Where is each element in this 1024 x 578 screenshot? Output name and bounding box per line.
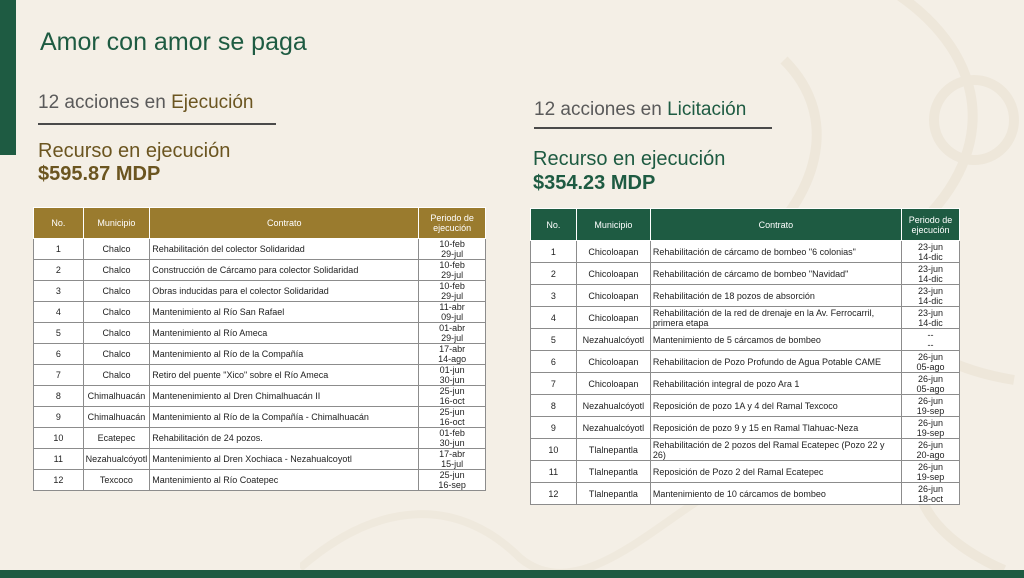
row-contrato: Construcción de Cárcamo para colector Solidaridad: [150, 260, 419, 281]
table-row: [531, 461, 960, 483]
table-row: [531, 417, 960, 439]
table-row: [34, 428, 486, 449]
left-resource-label: Recurso en ejecución: [38, 140, 231, 162]
right-count-word: Licitación: [667, 99, 747, 120]
row-number: 12: [531, 483, 577, 505]
row-number: 3: [531, 285, 577, 307]
table-row: [34, 260, 486, 281]
row-periodo: [419, 302, 486, 323]
row-number: 12: [34, 470, 84, 491]
period-end: 05-ago: [916, 361, 945, 372]
row-periodo: [419, 428, 486, 449]
right-section-heading: [534, 99, 746, 121]
col-header-no: No.: [531, 209, 577, 241]
row-periodo: [419, 281, 486, 302]
row-contrato: Mantenimiento al Río Coatepec: [150, 470, 419, 491]
period-end: 14-dic: [918, 251, 943, 262]
row-contrato: Retiro del puente "Xico" sobre el Río Ameca: [150, 365, 419, 386]
row-periodo: [902, 285, 960, 307]
row-periodo: [902, 351, 960, 373]
row-number: 9: [531, 417, 577, 439]
row-number: 2: [531, 263, 577, 285]
row-number: 5: [34, 323, 84, 344]
row-contrato: Reposición de pozo 1A y 4 del Ramal Texcoco: [650, 395, 901, 417]
left-heading-rule: [38, 123, 276, 125]
row-municipio: Tlalnepantla: [576, 439, 650, 461]
period-start: 25-jun: [439, 407, 465, 417]
row-municipio: Chalco: [83, 365, 150, 386]
row-contrato: Rehabilitación integral de pozo Ara 1: [650, 373, 901, 395]
row-municipio: Chicoloapan: [576, 241, 650, 263]
row-number: 7: [34, 365, 84, 386]
page-title: Amor con amor se paga: [40, 28, 307, 56]
row-contrato: Mantenimiento de 5 cárcamos de bombeo: [650, 329, 901, 351]
col-header-periodo: Periodo de ejecución: [902, 209, 960, 241]
row-municipio: Chimalhuacán: [83, 386, 150, 407]
left-section-heading: [38, 92, 254, 114]
period-start: 23-jun: [918, 307, 944, 318]
row-municipio: Chalco: [83, 323, 150, 344]
table-row: [34, 323, 486, 344]
table-row: [34, 407, 486, 428]
row-periodo: [419, 260, 486, 281]
period-end: 29-jul: [441, 270, 464, 280]
row-municipio: Chimalhuacán: [83, 407, 150, 428]
period-start: 26-jun: [918, 351, 944, 362]
bottom-accent-bar: [0, 570, 1024, 578]
row-number: 7: [531, 373, 577, 395]
table-row: [531, 373, 960, 395]
period-end: 14-ago: [438, 354, 467, 364]
col-header-periodo: Periodo de ejecución: [419, 208, 486, 239]
period-end: 09-jul: [441, 312, 464, 322]
row-periodo: [902, 373, 960, 395]
row-periodo: [419, 365, 486, 386]
period-start: 01-jun: [439, 365, 465, 375]
row-number: 1: [34, 239, 84, 260]
row-contrato: Mantenimiento al Río Ameca: [150, 323, 419, 344]
table-row: [531, 263, 960, 285]
left-resource-amount: $595.87 MDP: [38, 163, 161, 185]
row-number: 8: [531, 395, 577, 417]
period-end: 29-jul: [441, 333, 464, 343]
period-end: 29-jul: [441, 291, 464, 301]
row-periodo: [419, 239, 486, 260]
period-start: --: [927, 329, 934, 340]
table-row: [34, 344, 486, 365]
table-row: [34, 281, 486, 302]
row-contrato: Reposición de pozo 9 y 15 en Ramal Tlahuac-Neza: [650, 417, 901, 439]
period-start: 26-jun: [918, 417, 944, 428]
right-contracts-table: [530, 208, 960, 505]
row-periodo: [902, 483, 960, 505]
row-contrato: Mantenimiento al Río San Rafael: [150, 302, 419, 323]
row-periodo: [902, 439, 960, 461]
period-start: 26-jun: [918, 373, 944, 384]
table-row: [34, 302, 486, 323]
col-header-municipio: Municipio: [576, 209, 650, 241]
row-contrato: Mantenimiento de 10 cárcamos de bombeo: [650, 483, 901, 505]
row-contrato: Mantenimiento al Río de la Compañía - Chimalhuacán: [150, 407, 419, 428]
row-municipio: Chicoloapan: [576, 263, 650, 285]
row-periodo: [902, 263, 960, 285]
table-row: [34, 449, 486, 470]
row-municipio: Chalco: [83, 281, 150, 302]
row-municipio: Chicoloapan: [576, 285, 650, 307]
period-end: 29-jul: [441, 249, 464, 259]
left-count-prefix: 12 acciones en: [38, 92, 166, 113]
period-end: 19-sep: [916, 471, 945, 482]
period-start: 26-jun: [918, 395, 944, 406]
row-municipio: Chalco: [83, 344, 150, 365]
period-start: 26-jun: [918, 461, 944, 472]
table-row: [531, 241, 960, 263]
period-end: 19-sep: [916, 405, 945, 416]
col-header-contrato: Contrato: [150, 208, 419, 239]
period-start: 25-jun: [439, 386, 465, 396]
period-end: 14-dic: [918, 317, 943, 328]
row-number: 10: [531, 439, 577, 461]
table-row: [531, 329, 960, 351]
row-municipio: Chalco: [83, 260, 150, 281]
left-accent-bar: [0, 0, 16, 155]
period-end: 30-jun: [439, 375, 465, 385]
row-contrato: Rehabilitación de cárcamo de bombeo "Navidad": [650, 263, 901, 285]
period-start: 10-feb: [439, 281, 465, 291]
row-municipio: Nezahualcóyotl: [83, 449, 150, 470]
row-periodo: [419, 407, 486, 428]
right-count-prefix: 12 acciones en: [534, 99, 662, 120]
row-periodo: [419, 386, 486, 407]
period-start: 01-feb: [439, 428, 465, 438]
table-row: [531, 307, 960, 329]
row-periodo: [902, 329, 960, 351]
row-municipio: Chalco: [83, 302, 150, 323]
period-start: 17-abr: [439, 449, 466, 459]
row-number: 11: [531, 461, 577, 483]
row-contrato: Rehabilitacion de Pozo Profundo de Agua Potable CAME: [650, 351, 901, 373]
row-contrato: Mantenimiento al Río de la Compañía: [150, 344, 419, 365]
row-municipio: Chicoloapan: [576, 351, 650, 373]
left-count-word: Ejecución: [171, 92, 254, 113]
row-contrato: Obras inducidas para el colector Solidaridad: [150, 281, 419, 302]
row-number: 3: [34, 281, 84, 302]
row-municipio: Nezahualcóyotl: [576, 417, 650, 439]
right-resource-label: Recurso en ejecución: [533, 148, 726, 170]
period-start: 11-abr: [439, 302, 465, 312]
row-periodo: [419, 449, 486, 470]
row-number: 10: [34, 428, 84, 449]
col-header-no: No.: [34, 208, 84, 239]
table-row: [531, 285, 960, 307]
row-number: 8: [34, 386, 84, 407]
row-municipio: Ecatepec: [83, 428, 150, 449]
table-row: [34, 239, 486, 260]
row-periodo: [902, 417, 960, 439]
period-end: 16-oct: [439, 417, 465, 427]
row-contrato: Rehabilitación del colector Solidaridad: [150, 239, 419, 260]
period-end: 30-jun: [439, 438, 465, 448]
row-number: 11: [34, 449, 84, 470]
table-row: [531, 439, 960, 461]
table-row: [531, 351, 960, 373]
period-start: 17-abr: [439, 344, 466, 354]
row-periodo: [902, 307, 960, 329]
period-start: 01-abr: [439, 323, 466, 333]
row-periodo: [419, 344, 486, 365]
row-periodo: [419, 470, 486, 491]
row-municipio: Texcoco: [83, 470, 150, 491]
row-contrato: Rehabilitación de la red de drenaje en la Av. Ferrocarril, primera etapa: [650, 307, 901, 329]
row-municipio: Chicoloapan: [576, 373, 650, 395]
period-end: 15-jul: [441, 459, 464, 469]
row-number: 6: [34, 344, 84, 365]
left-contracts-table: [33, 207, 486, 491]
row-contrato: Rehabilitación de 2 pozos del Ramal Ecatepec (Pozo 22 y 26): [650, 439, 901, 461]
table-row: [34, 470, 486, 491]
row-contrato: Reposición de Pozo 2 del Ramal Ecatepec: [650, 461, 901, 483]
row-periodo: [902, 395, 960, 417]
row-municipio: Tlalnepantla: [576, 483, 650, 505]
period-start: 26-jun: [918, 439, 944, 450]
col-header-municipio: Municipio: [83, 208, 150, 239]
col-header-contrato: Contrato: [650, 209, 901, 241]
row-municipio: Chalco: [83, 239, 150, 260]
period-start: 10-feb: [439, 239, 465, 249]
table-row: [531, 483, 960, 505]
row-contrato: Mantenenimiento al Dren Chimalhuacán II: [150, 386, 419, 407]
row-number: 4: [531, 307, 577, 329]
row-number: 2: [34, 260, 84, 281]
row-periodo: [419, 323, 486, 344]
row-periodo: [902, 241, 960, 263]
row-periodo: [902, 461, 960, 483]
row-number: 5: [531, 329, 577, 351]
table-row: [34, 386, 486, 407]
period-end: 19-sep: [916, 427, 945, 438]
period-start: 23-jun: [918, 263, 944, 274]
row-number: 4: [34, 302, 84, 323]
table-header-row: [34, 208, 486, 239]
period-end: 20-ago: [916, 449, 945, 460]
period-start: 26-jun: [918, 483, 944, 494]
row-contrato: Rehabilitación de 24 pozos.: [150, 428, 419, 449]
period-start: 10-feb: [439, 260, 465, 270]
row-municipio: Nezahualcóyotl: [576, 395, 650, 417]
row-contrato: Rehabilitación de cárcamo de bombeo "6 colonias": [650, 241, 901, 263]
row-contrato: Rehabilitación de 18 pozos de absorción: [650, 285, 901, 307]
period-end: 14-dic: [918, 295, 943, 306]
period-end: 16-oct: [439, 396, 465, 406]
row-municipio: Chicoloapan: [576, 307, 650, 329]
row-number: 9: [34, 407, 84, 428]
period-start: 25-jun: [439, 470, 465, 480]
period-end: 14-dic: [918, 273, 943, 284]
row-municipio: Nezahualcóyotl: [576, 329, 650, 351]
table-header-row: [531, 209, 960, 241]
row-municipio: Tlalnepantla: [576, 461, 650, 483]
period-end: --: [927, 339, 934, 350]
row-contrato: Mantenimiento al Dren Xochiaca - Nezahualcoyotl: [150, 449, 419, 470]
right-heading-rule: [534, 127, 772, 129]
table-row: [531, 395, 960, 417]
period-start: 23-jun: [918, 285, 944, 296]
period-end: 18-oct: [918, 493, 944, 504]
right-resource-amount: $354.23 MDP: [533, 172, 656, 194]
row-number: 6: [531, 351, 577, 373]
period-start: 23-jun: [918, 241, 944, 252]
period-end: 05-ago: [916, 383, 945, 394]
table-row: [34, 365, 486, 386]
period-end: 16-sep: [438, 480, 466, 490]
row-number: 1: [531, 241, 577, 263]
